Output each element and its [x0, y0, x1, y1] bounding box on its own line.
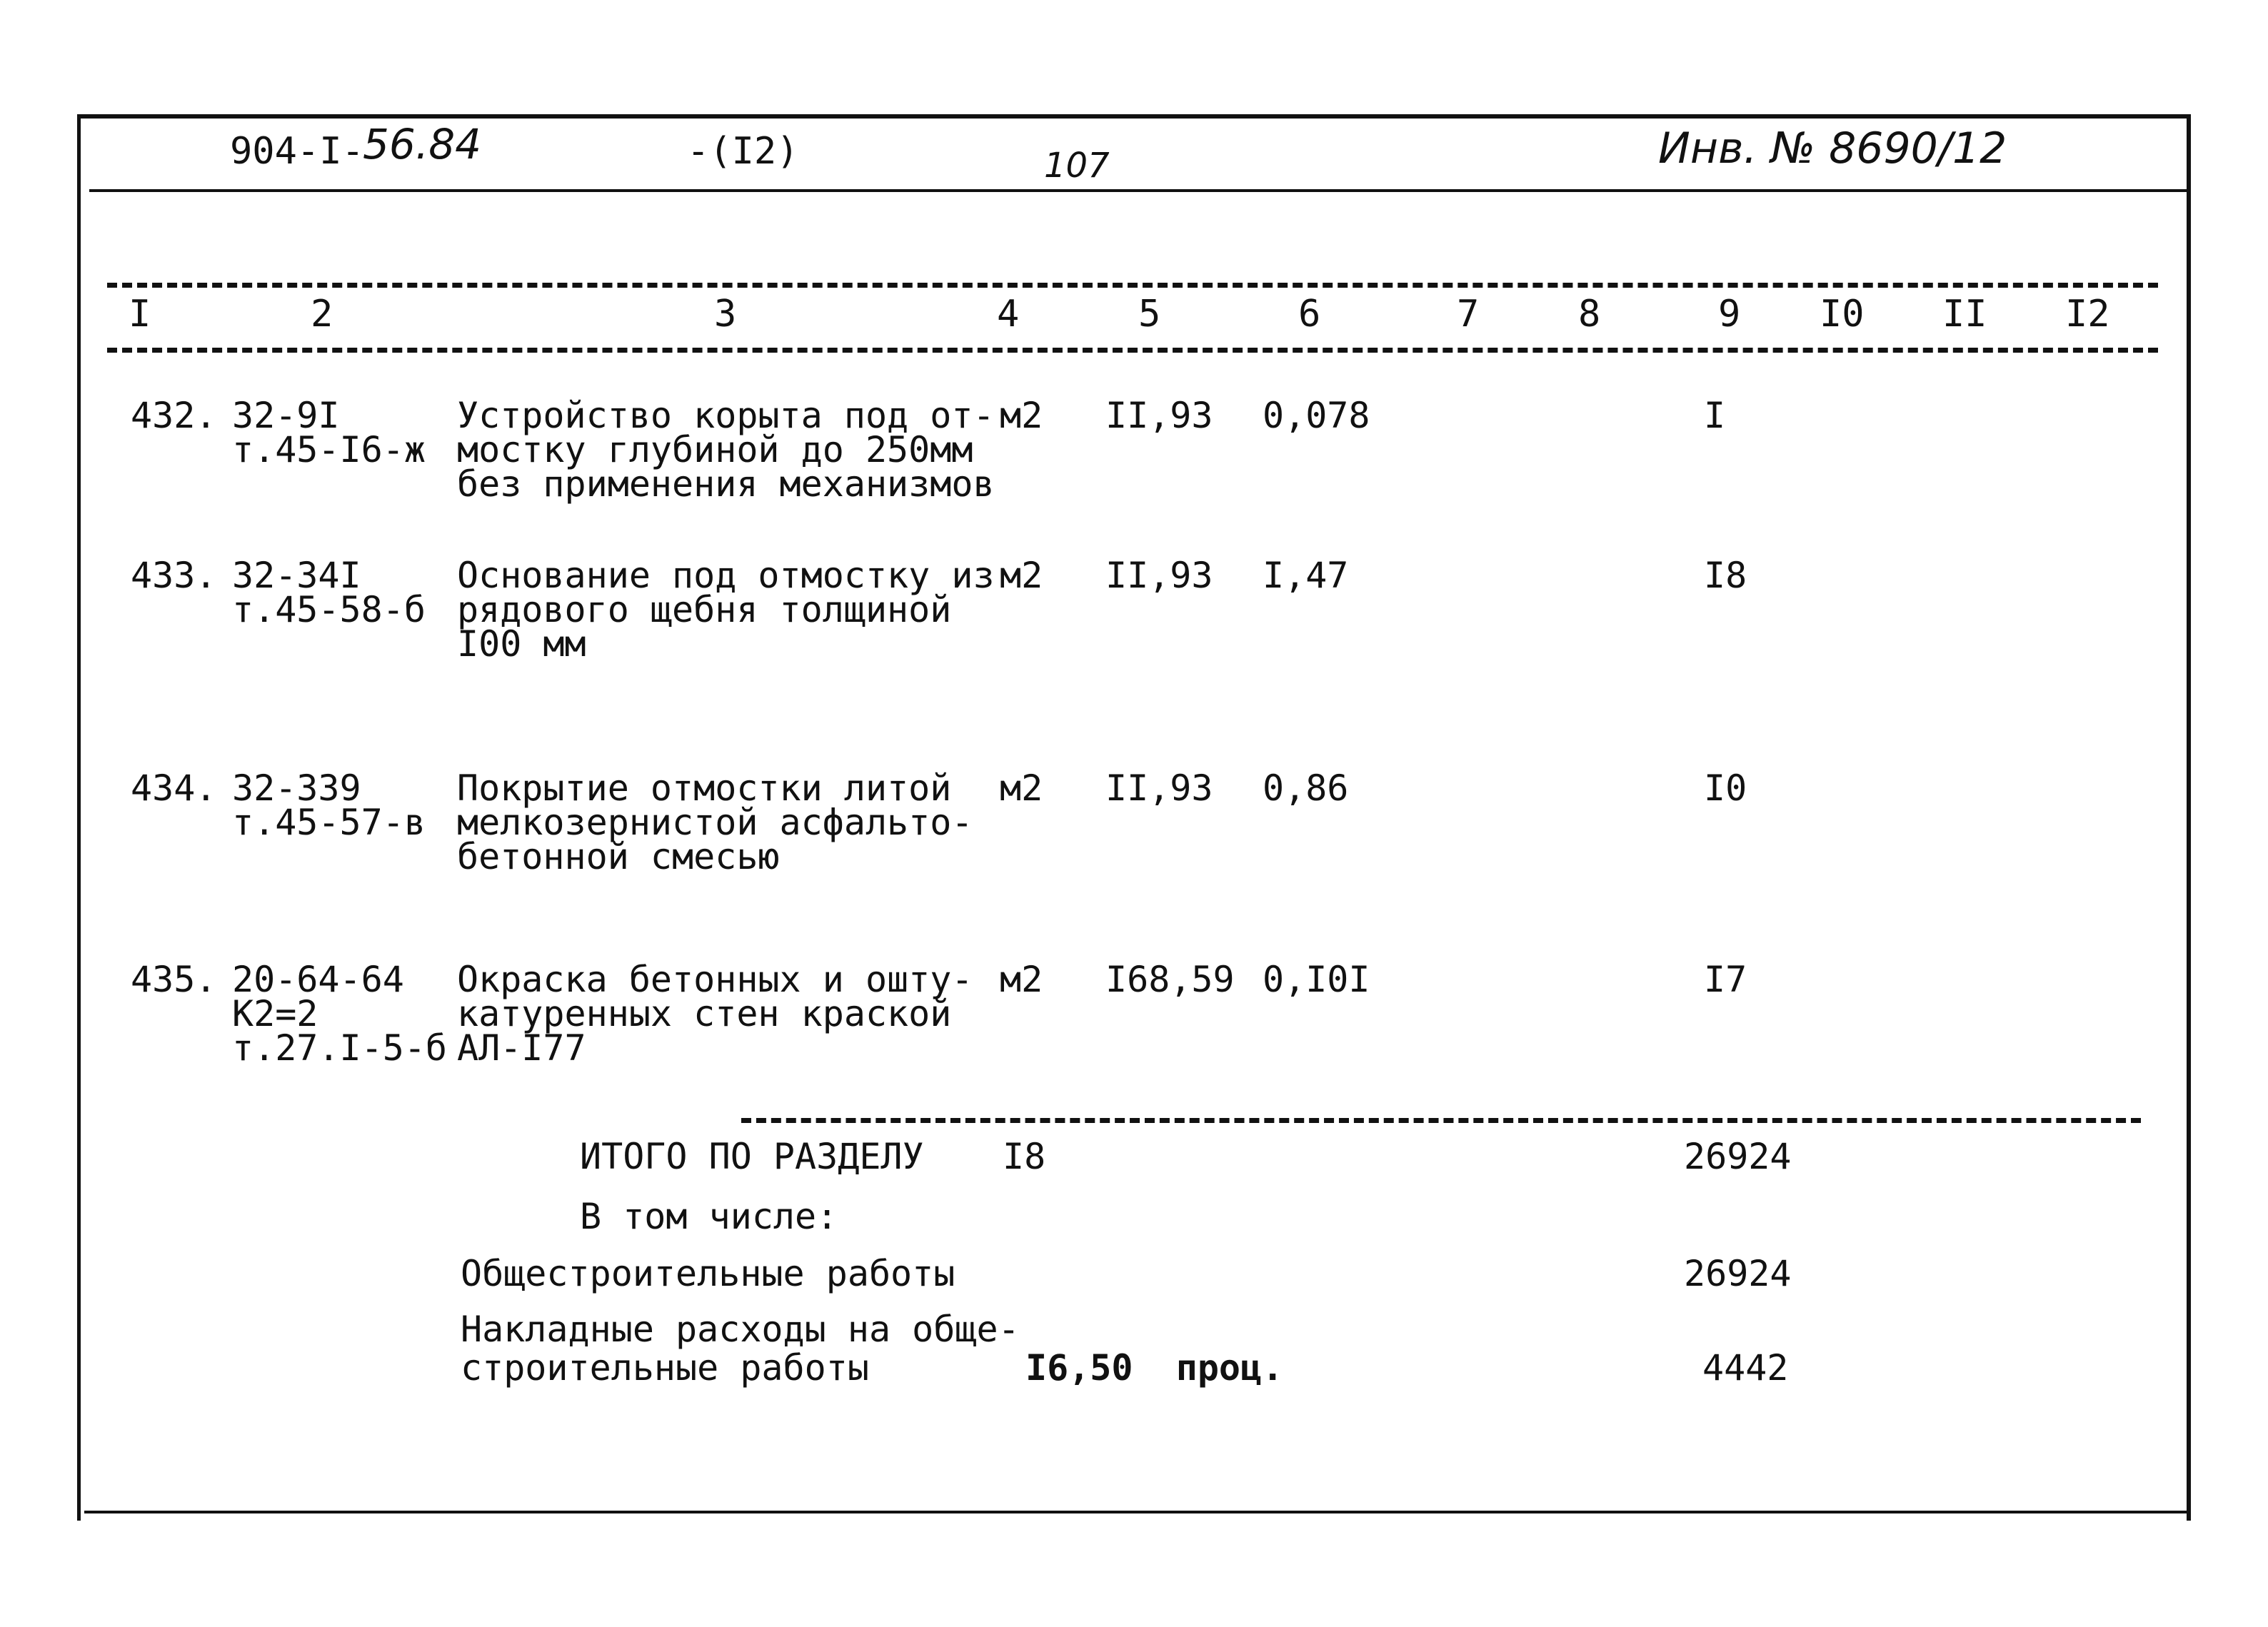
table-header-dashed-rule: [107, 348, 2158, 353]
total-value: 26924: [1684, 1136, 1792, 1177]
row-description: I00 мм: [457, 623, 586, 665]
row-total: I0: [1704, 767, 1747, 809]
row-quantity: I68,59: [1105, 959, 1235, 1000]
frame-right-line: [2187, 114, 2191, 1521]
row-unit-price: I,47: [1263, 555, 1349, 596]
frame-top-line: [77, 114, 2191, 119]
overhead-value: 4442: [1702, 1347, 1789, 1389]
header-rule: [89, 189, 2187, 192]
row-description: Покрытие отмостки литой: [457, 767, 952, 809]
row-code: т.27.I-5-б: [232, 1027, 448, 1069]
doc-code-printed: 904-I-: [230, 130, 364, 173]
row-unit-price: 0,078: [1263, 395, 1370, 436]
row-code: 32-9I: [232, 395, 340, 436]
total-count: I8: [1003, 1136, 1046, 1177]
row-number: 433.: [131, 555, 217, 596]
row-code: 32-34I: [232, 555, 361, 596]
column-header: 4: [997, 293, 1020, 336]
overhead-label-line1: Накладные расходы на обще-: [461, 1309, 1020, 1350]
row-description: без применения механизмов: [457, 463, 995, 505]
row-description: мостку глубиной до 250мм: [457, 429, 973, 470]
row-description: АЛ-I77: [457, 1027, 586, 1069]
column-header: 7: [1457, 293, 1480, 336]
column-header: 9: [1718, 293, 1741, 336]
row-number: 432.: [131, 395, 217, 436]
general-works-value: 26924: [1684, 1253, 1792, 1294]
row-code: т.45-57-в: [232, 802, 426, 843]
column-header: 5: [1138, 293, 1161, 336]
column-header: I: [129, 293, 151, 336]
row-description: Окраска бетонных и оштy-: [457, 959, 973, 1000]
row-description: Устройство корыта под от-: [457, 395, 995, 436]
total-label: ИТОГО ПО РАЗДЕЛУ: [580, 1136, 924, 1177]
row-description: рядового щебня толщиной: [457, 589, 952, 630]
row-code: К2=2: [232, 993, 318, 1034]
row-total: I8: [1704, 555, 1747, 596]
summary-dashed-rule: [741, 1118, 2141, 1123]
row-code: т.45-I6-ж: [232, 429, 426, 470]
row-number: 434.: [131, 767, 217, 809]
overhead-rate: I6,50 проц.: [1025, 1347, 1284, 1389]
row-unit-price: 0,I0I: [1263, 959, 1370, 1000]
frame-bottom-line: [84, 1511, 2191, 1513]
section-number: -(I2): [687, 130, 799, 173]
row-description: бетонной смесью: [457, 836, 780, 877]
inventory-number-handwritten: Инв. № 8690/12: [1658, 124, 2007, 173]
row-total: I7: [1704, 959, 1747, 1000]
general-works-label: Общестроительные работы: [461, 1253, 955, 1294]
frame-left-line: [77, 114, 81, 1521]
column-header: 3: [714, 293, 737, 336]
column-header: I0: [1820, 293, 1865, 336]
doc-code-handwritten: 56.84: [363, 120, 482, 168]
overhead-label-line2: строительные работы: [461, 1347, 869, 1389]
table-top-dashed-rule: [107, 283, 2158, 288]
row-unit: м2: [1000, 959, 1043, 1000]
column-header: 6: [1298, 293, 1321, 336]
row-description: мелкозернистой асфальто-: [457, 802, 973, 843]
row-code: т.45-58-б: [232, 589, 426, 630]
row-unit: м2: [1000, 395, 1043, 436]
row-unit: м2: [1000, 555, 1043, 596]
row-total: I: [1704, 395, 1726, 436]
row-unit-price: 0,86: [1263, 767, 1349, 809]
column-header: I2: [2065, 293, 2110, 336]
row-quantity: II,93: [1105, 767, 1213, 809]
column-header: II: [1942, 293, 1987, 336]
row-quantity: II,93: [1105, 395, 1213, 436]
column-header: 2: [311, 293, 333, 336]
row-number: 435.: [131, 959, 217, 1000]
column-header: 8: [1578, 293, 1601, 336]
row-code: 20-64-64: [232, 959, 404, 1000]
row-code: 32-339: [232, 767, 361, 809]
row-quantity: II,93: [1105, 555, 1213, 596]
page-number-handwritten: 107: [1044, 146, 1110, 186]
row-unit: м2: [1000, 767, 1043, 809]
including-label: В том числе:: [580, 1196, 838, 1237]
row-description: Основание под отмостку из: [457, 555, 995, 596]
row-description: катуренных стен краской: [457, 993, 952, 1034]
